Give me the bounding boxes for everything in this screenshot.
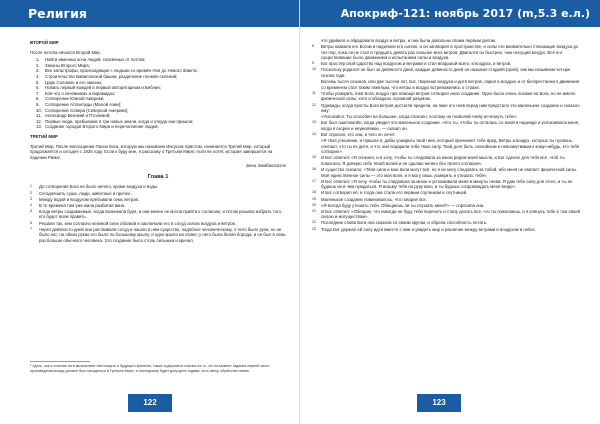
verse-text: Поскольку родился он был за девяносто дней, каждые девяносто дней он называл стадией (эрой), как мы называем четыре сезона года.: [321, 67, 571, 79]
verse-text: И Бог ответил: «Я хочу, чтобы ты следовала за мною и успокаивала меня в минуты гнева. Я дам тебе силу для этого, и ты не будешь ни в чём нуждаться. Я возьму тебя на руку мою, и ты будешь сопровождать меня везде».: [321, 178, 573, 190]
verse-number: 10: [312, 67, 316, 72]
verse-text: И существо сказало: «Твоя сила и мои воли могут всё, но я не могу следовать за тобой, ибо меня не хватает физической силы. Моё единственное силы — это моя воля, и я могу лишь усмирить и утешать тебя».: [321, 167, 578, 178]
verse-list: [30, 184, 286, 243]
verse-text: «Я всегда буду утешать тебя. Обещаешь ли ты слушать меня?» — спросила она.: [321, 202, 485, 208]
list-item: [36, 124, 286, 130]
verse: [312, 67, 584, 78]
contents-list: [30, 57, 286, 130]
verse-number: 9: [312, 61, 314, 66]
section-title: ВТОРОЙ МИР: [30, 40, 59, 45]
verse-text: И Бог ответил: «Я спокоен, и я хочу, чтобы ты следовала за мною рядом моей мысли, и Бог сделал для тебя всё, чтоб ты помогала. Я доверю себе твоей волей и не сделаю ничего без твоего согласия».: [321, 155, 565, 166]
verse: [30, 184, 286, 190]
verse-number: [312, 38, 321, 44]
verse-text: Маленькое создание повиновалось, что говорил Бог.: [321, 196, 427, 202]
list-text: Новать первый вождей в первый авторитарном и Библии;: [45, 85, 161, 91]
verse-text: что удивило и обрадовало воздух и ветры, и они были довольны своим первым делом.: [321, 38, 496, 43]
verse-number: 13: [312, 120, 316, 125]
list-number: 12.: [36, 118, 42, 124]
verse-number: 21: [312, 208, 316, 213]
footnote-divider: [30, 361, 90, 362]
verse-text: И Бог ответил: «Обещаю, что никогда не буду тебя перечить и стану делать всё, что ты пожелаешь, и я клянусь тебе в том своей силою и могуществом».: [321, 208, 581, 220]
verse-text: До сотворения Бога не было ничего, кроме воздуха и воды.: [39, 184, 159, 190]
verse-text: Решали так, кем согласно великой силе облаков и заключали его в сосуд силою воздуха и ветров.: [39, 220, 237, 226]
verse: [30, 191, 286, 197]
list-number: 4.: [36, 73, 40, 79]
verse-number: 7: [30, 226, 32, 231]
verse-number: [312, 114, 321, 120]
verse-text: Сегодняшеть суша, люди, животные и прочее.: [39, 190, 132, 196]
list-number: 9.: [36, 101, 40, 107]
intro-paragraph: После потопа начался Второй Мир.: [30, 49, 102, 55]
right-page: [300, 0, 600, 424]
list-text: Строительство Вавилонской башни, разделение племён селений;: [45, 73, 178, 79]
verse: [312, 209, 584, 220]
verse: [312, 103, 584, 114]
verse-number: 20: [312, 202, 316, 207]
list-text: Первые люди, пребывшие в три новых земли, когда и откуда они пришли;: [45, 118, 194, 124]
verse: [312, 190, 584, 196]
list-number: 13.: [36, 124, 42, 130]
verse-text: Ветры назвали его Богом и наделили его силою, и он заговорил в пространстве, и силы его внимательно стекающие воздуха до тех пор, пока он не стал в тридцать девять раз сильнее всех ветров. Двигался он быстрее, чем несущий воздух. Всё его существование было движением и испытанием силы и воздуха.: [321, 44, 579, 61]
list-text: Найти именных кочи людей, спасённых от потопа;: [45, 57, 146, 63]
list-number: 8.: [36, 96, 40, 102]
verse: [30, 221, 286, 227]
verse-number: 12: [312, 102, 316, 107]
verse: [312, 227, 584, 233]
list-text: Сотворение Атлантиды (Малой Азии);: [45, 101, 122, 107]
verse-number: 18: [312, 190, 316, 195]
list-number: 1.: [36, 57, 40, 63]
verse: [30, 227, 286, 244]
verse-number: 16: [312, 167, 316, 172]
verse-text: Когда ветры создаваемые, когда возникала буря, и они менее не могли прийти к согласию, и потом решали избрать того, кто будет всем править.: [39, 208, 283, 220]
verse-text: Последние слова Бога она сказала со своим кругом, и обрела способность летать.: [321, 220, 488, 226]
list-text: Александр Великий и Птолемей;: [45, 113, 111, 119]
verse-text: Чтобы усмирить гнев Бога, воздух при помощи ветров сотворил иное создание. Одно было очень похоже на Бога, но не имело физической силы, хотя и обладало огромной разумом.: [321, 90, 576, 102]
verse-text: И Бог сотворил её, и тогда она стала его первым спутником и спутницей.: [321, 190, 468, 196]
list-text: Царь Соломон и его законы;: [45, 79, 103, 85]
verse-text: Бог спросил, кто она, и чего он хочет.: [321, 132, 396, 137]
verse-text: Восемь тысяч сезонов, или две тысячи лет, Бог, творение воздуха и дитя ветров, парил в воздухе и от беспрестанного движения со временем стал таким тяжёлым, что ветры и воздух встревожились о страхе.: [321, 79, 579, 90]
verse-number: 17: [312, 178, 316, 183]
section2-paragraph: Третий Мир. После воплощения Писни Бога, которую мы называем Иисусом Христом, начинается Третий Мир, который продолжается и сегодня с 1926 году. Если к буду мне, я расскажу о Третьем Мире; если не хотят, история завершится на падении Рима¹.: [30, 143, 273, 160]
verse: [312, 79, 584, 90]
verse: [30, 197, 286, 203]
list-number: 11.: [36, 113, 42, 119]
verse: [312, 38, 584, 44]
verse-number: 23: [312, 226, 316, 231]
verse: [312, 114, 584, 120]
verse-number: 11: [312, 90, 316, 95]
verse-text: Тогда Бог держал ей силу идти вместе с ним и увидеть мир и различие между ветрами и воздухом и небес.: [321, 226, 537, 232]
verse: [312, 61, 584, 67]
verse-text: Между водой и воздухом пребывали семь ветров.: [39, 196, 140, 202]
verse: [312, 91, 584, 102]
chapter-heading: Глава 1: [147, 173, 169, 180]
verse-text: «Успокойся. Ты способен на большее, когда спокоен; поэтому не позволяй гневу исчезнуть тебе».: [321, 114, 518, 120]
left-page-body: [30, 40, 286, 244]
page-number: 123: [417, 394, 461, 412]
verse-text: «Я твоя утешение, и пришла я, дабы усмирить твой гнев, который причиняет тебе вред. Ветры и воздух, которых ты пугаешь, считают, что ты их дитя, и что они подарили тебе твою силу. Твой долг быть спокойным и невозмутимым к кому-нибудь, кто тебя сотворил».: [321, 138, 580, 155]
list-number: 5.: [36, 79, 40, 85]
verse-number: [312, 79, 321, 90]
verse-text: Однажды, когда просты Бога ветров достигла предела, на пике его гнев перед ним предстало это маленькое создание и сказало ему:: [321, 102, 580, 114]
list-number: 3.: [36, 68, 40, 74]
verse: [30, 209, 286, 220]
author-signature: Бени Эммбиклисто: [246, 163, 286, 169]
verse: [312, 44, 584, 61]
verse: [312, 179, 584, 190]
verse-number: 15: [312, 155, 316, 160]
left-page-header: Религия: [0, 0, 300, 27]
verse: [30, 203, 286, 209]
verse: [312, 120, 584, 131]
verse: [312, 167, 584, 178]
verse: [312, 220, 584, 226]
list-number: 7.: [36, 90, 40, 96]
list-text: Коя-что о кочевниках и пирамидах;: [45, 90, 116, 96]
list-text: Сотворение Севера (Северной Америки);: [45, 107, 129, 113]
verse-number: 8: [312, 44, 314, 49]
verse-number: 22: [312, 220, 316, 225]
verse-number: 5: [30, 208, 32, 213]
verse-text: Бог был ошеломлён, когда увидел это маленькое создание. «Кто ты, чтобы ты осталась со мной в надежде и успокаивала меня, когда я скорее и неумолима», — сказал он.: [321, 120, 580, 131]
verse: [312, 132, 584, 138]
list-text: Законы Второго Мира;: [45, 62, 90, 68]
right-page-header: Апокриф-121: ноябрь 2017 (m,5.3 е.л.): [300, 0, 600, 27]
verse-number: 6: [30, 220, 32, 225]
list-number: 2.: [36, 62, 40, 68]
verse-number: 14: [312, 132, 316, 136]
verse-text: Бог простёр свой Царство над воздухом и ветрами и стал владыкой всего: и воздуха, и ветров.: [321, 61, 512, 67]
verse: [312, 203, 584, 209]
verse-number: 1: [30, 184, 32, 189]
verse-number: 4: [30, 202, 32, 207]
footnote: ¹ Здесь, как и отличие на в мышлениях настоящего и будущего времени, также содержится ссылка на то, что на момент издания первой части произведения вождь должен был находиться в Третьем Мире, а последнему будет допущено годами, есть автор обработки неким.: [30, 364, 270, 373]
page-number: 122: [128, 394, 172, 412]
verse-number: [312, 138, 321, 155]
verse-text: Через девяносто дней они растаивали сосуд и нашли в нём существо, подобное человеческому. У него было рука, но не было ног; на обеих руках его было по большому крылу, и одно крыло на спине; у него была белая борода, и он был в семь раз больше обычного человека. Это создание было столь сильным и кричал,: [39, 226, 286, 243]
list-number: 6.: [36, 85, 40, 91]
section2-title: ТРЕТИЙ МИР: [30, 133, 58, 139]
verse: [312, 197, 584, 203]
verse-list: [312, 38, 584, 233]
verse-number: 3: [30, 196, 32, 201]
list-text: Сотворение Южной Америки;: [45, 96, 105, 102]
list-number: 10.: [36, 107, 42, 113]
verse-number: 19: [312, 196, 316, 201]
verse: [312, 138, 584, 155]
list-text: Создание городов Второго Мира и переполнение людей.: [45, 124, 159, 130]
verse-number: 2: [30, 190, 32, 195]
verse-text: В те времена там уже жила разбитая вина.: [39, 202, 126, 208]
list-text: Все катастрофы, происходящие с людьми со времён Ноя до Нового Завета;: [45, 68, 198, 74]
verse: [312, 155, 584, 166]
